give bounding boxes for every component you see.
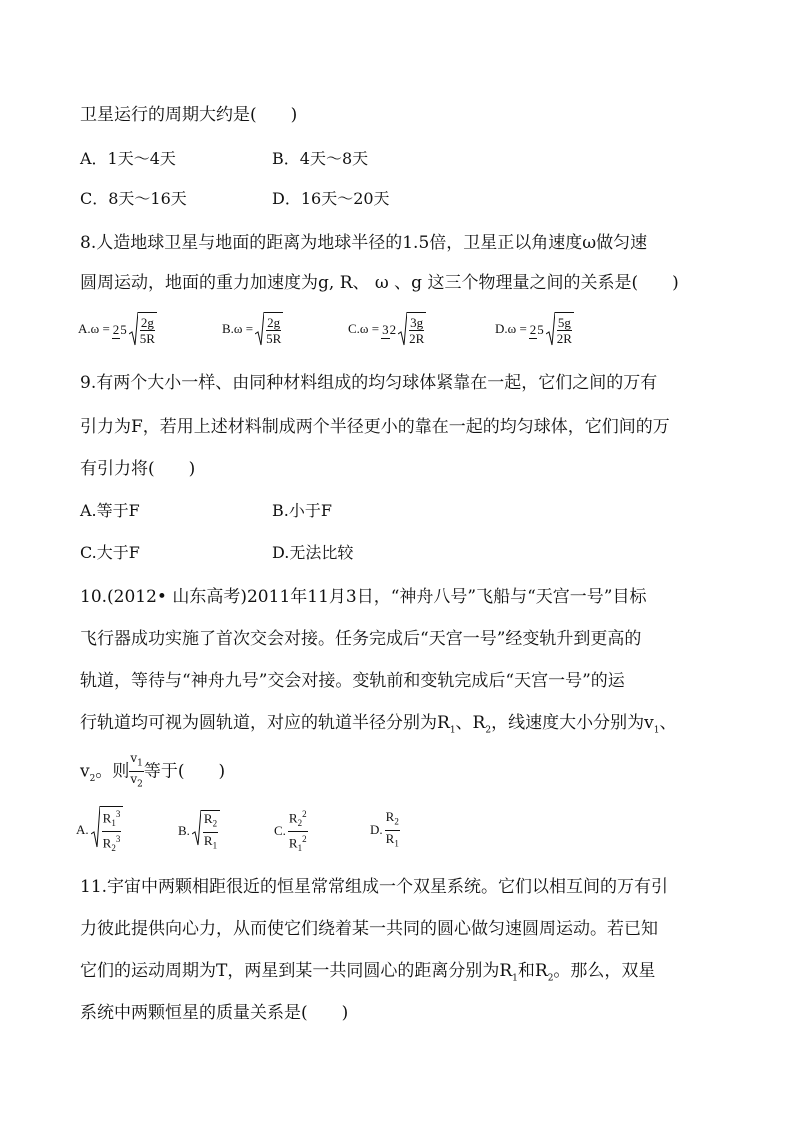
q10-option-a[interactable]: A. $\frac{R_1^3}{R_2^3}$ [76,806,123,855]
fraction: $\frac{R_2}{R_1}$ [385,809,399,849]
q11-stem-line3: 它们的运动周期为T，两星到某一共同圆心的距离分别为$R_1$和$R_2$。那么，双星 [80,961,656,984]
q9-option-b[interactable]: B.小于F [272,501,332,520]
q9-stem-line3: 有引力将( ) [80,459,196,479]
q10-option-c[interactable]: C. $\frac{R_2^2}{R_1^2}$ [274,809,307,853]
q7-stem-tail: 卫星运行的周期大约是( ) [80,105,298,125]
q10-stem-line4: 行轨道均可视为圆轨道，对应的轨道半径分别为$R_1$、$R_2$，线速度大小分别为$v_1$、 [80,713,677,736]
q10-option-d[interactable]: D. $\frac{R_2}{R_1}$ [370,809,399,849]
q8-stem-line2: 圆周运动，地面的重力加速度为g, R、 ω 、g 这三个物理量之间的关系是( ) [80,273,679,293]
coef-fraction: 32 [382,321,397,337]
q9-stem-line2: 引力为F，若用上述材料制成两个半径更小的靠在一起的均匀球体，它们间的万 [80,417,670,437]
q10-stem-line1: 10.(2012• 山东高考)2011年11月3日，“神舟八号”飞船与“天宫一号”目标 [80,587,647,607]
fraction: $\frac{R_2^2}{R_1^2}$ [288,809,307,853]
q9-option-d[interactable]: D.无法比较 [272,543,354,562]
q11-stem-line1: 11.宇宙中两颗相距很近的恒星常常组成一个双星系统。它们以相互间的万有引 [80,877,669,897]
sqrt-symbol: $\frac{2g}{5R}$ [255,312,283,346]
q7-option-d[interactable]: D．16天～20天 [272,189,390,208]
q8-option-b[interactable]: B.ω = $\frac{2g}{5R}$ [222,312,283,346]
coef-fraction: 25 [529,321,544,337]
q9-stem-line1: 9.有两个大小一样、由同种材料组成的均匀球体紧靠在一起，它们之间的万有 [80,373,658,393]
sqrt-symbol: $\frac{R_2}{R_1}$ [192,810,220,852]
q10-stem-line3: 轨道，等待与“神舟九号”交会对接。变轨前和变轨完成后“天宫一号”的运 [80,671,625,691]
q7-option-b[interactable]: B．4天～8天 [272,149,369,168]
q8-stem-line1: 8.人造地球卫星与地面的距离为地球半径的1.5倍，卫星正以角速度ω做匀速 [80,233,648,253]
sqrt-symbol: $\frac{R_1^3}{R_2^3}$ [91,806,124,855]
q9-option-c[interactable]: C.大于F [80,543,140,562]
q11-stem-line2: 力彼此提供向心力，从而使它们绕着某一共同的圆心做匀速圆周运动。若已知 [80,919,658,939]
q10-option-b[interactable]: B. $\frac{R_2}{R_1}$ [178,810,220,852]
q11-stem-line4: 系统中两颗恒星的质量关系是( ) [80,1003,349,1023]
q9-option-a[interactable]: A.等于F [80,501,140,520]
q7-option-a[interactable]: A．1天～4天 [80,149,176,168]
sqrt-symbol: $\frac{2g}{5R}$ [129,312,157,346]
q10-stem-line2: 飞行器成功实施了首次交会对接。任务完成后“天宫一号”经变轨升到更高的 [80,629,642,649]
q8-option-c[interactable]: C.ω = 32 $\frac{3g}{2R}$ [348,312,426,346]
q8-option-a[interactable]: A.ω = 25 $\frac{2g}{5R}$ [78,312,157,346]
q10-stem-line5: $v_2$。则 $\frac{v_1}{v_2}$ 等于( ) [80,751,226,790]
coef-fraction: 25 [112,321,127,337]
v1-over-v2-fraction: $\frac{v_1}{v_2}$ [130,751,143,790]
q8-option-d[interactable]: D.ω = 25 $\frac{5g}{2R}$ [495,312,574,346]
sqrt-symbol: $\frac{5g}{2R}$ [546,312,574,346]
sqrt-symbol: $\frac{3g}{2R}$ [398,312,426,346]
q7-option-c[interactable]: C．8天～16天 [80,189,187,208]
